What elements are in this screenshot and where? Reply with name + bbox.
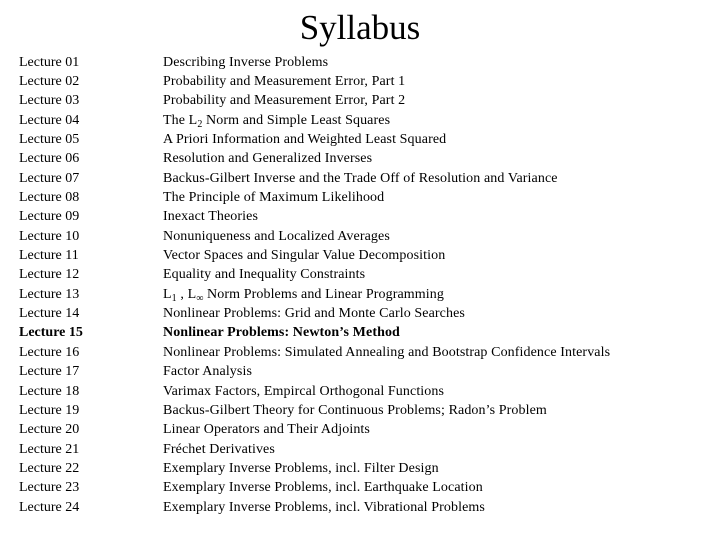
lecture-label: Lecture 06	[19, 151, 80, 167]
list-item	[19, 150, 709, 169]
lecture-label: Lecture 07	[19, 170, 80, 186]
list-item	[19, 304, 709, 323]
list-item	[19, 363, 709, 382]
lecture-topic: Resolution and Generalized Inverses	[163, 151, 373, 167]
list-item	[19, 92, 709, 111]
list-item	[19, 111, 709, 130]
lecture-topic: Nonlinear Problems: Simulated Annealing and Bootstrap Confidence Intervals	[163, 344, 611, 360]
lecture-topic: The $L_2$ Norm and Simple Least Squares	[163, 112, 391, 130]
lecture-label: Lecture 23	[19, 480, 80, 496]
lecture-topic: Probability and Measurement Error, Part 1	[163, 74, 406, 90]
lecture-topic: Describing Inverse Problems	[163, 54, 329, 70]
lecture-label: Lecture 21	[19, 441, 80, 457]
list-item	[19, 421, 709, 440]
lecture-topic: Vector Spaces and Singular Value Decomposition	[163, 248, 446, 264]
list-item	[19, 72, 709, 91]
lecture-label: Lecture 05	[19, 132, 80, 148]
lecture-label: Lecture 01	[19, 54, 80, 70]
lecture-label: Lecture 19	[19, 402, 80, 418]
lecture-topic: Fréchet Derivatives	[163, 441, 275, 457]
lecture-label: Lecture 16	[19, 344, 80, 360]
lecture-topic: $L_1$ , $L_\infty$ Norm Problems and Linear Programming	[163, 286, 444, 304]
lecture-topic: Exemplary Inverse Problems, incl. Filter Design	[163, 460, 439, 476]
lecture-topic: Factor Analysis	[163, 364, 252, 380]
lecture-topic: Backus-Gilbert Theory for Continuous Problems; Radon’s Problem	[163, 402, 547, 418]
lecture-topic: Varimax Factors, Empircal Orthogonal Functions	[163, 383, 445, 399]
list-item	[19, 188, 709, 207]
lecture-label: Lecture 02	[19, 74, 80, 90]
lecture-label: Lecture 12	[19, 267, 80, 283]
list-item	[19, 285, 709, 304]
list-item	[19, 401, 709, 420]
lecture-label: Lecture 15	[19, 325, 83, 341]
lecture-label: Lecture 13	[19, 286, 80, 302]
lecture-label: Lecture 11	[19, 248, 79, 264]
lecture-label: Lecture 22	[19, 460, 80, 476]
list-item	[19, 479, 709, 498]
list-item	[19, 498, 709, 517]
lecture-topic: Nonuniqueness and Localized Averages	[163, 228, 390, 244]
list-item	[19, 169, 709, 188]
list-item	[19, 246, 709, 265]
syllabus-list	[19, 53, 709, 517]
lecture-label: Lecture 09	[19, 209, 80, 225]
lecture-label: Lecture 08	[19, 190, 80, 206]
lecture-label: Lecture 10	[19, 228, 80, 244]
list-item	[19, 343, 709, 362]
list-item	[19, 382, 709, 401]
list-item	[19, 440, 709, 459]
list-item	[19, 53, 709, 72]
page-title: Syllabus	[299, 8, 421, 47]
lecture-topic: Equality and Inequality Constraints	[163, 267, 366, 283]
lecture-topic: Nonlinear Problems: Newton’s Method	[163, 325, 400, 341]
lecture-label: Lecture 03	[19, 93, 80, 109]
lecture-topic: The Principle of Maximum Likelihood	[163, 190, 385, 206]
lecture-label: Lecture 04	[19, 112, 80, 128]
list-item-highlighted	[19, 324, 709, 343]
lecture-topic: Exemplary Inverse Problems, incl. Earthquake Location	[163, 480, 483, 496]
lecture-topic: A Priori Information and Weighted Least Squared	[163, 132, 447, 148]
lecture-topic: Nonlinear Problems: Grid and Monte Carlo Searches	[163, 306, 465, 322]
lecture-label: Lecture 14	[19, 306, 80, 322]
lecture-topic: Exemplary Inverse Problems, incl. Vibrational Problems	[163, 499, 485, 515]
list-item	[19, 130, 709, 149]
lecture-topic: Backus-Gilbert Inverse and the Trade Off of Resolution and Variance	[163, 170, 558, 186]
list-item	[19, 208, 709, 227]
lecture-label: Lecture 18	[19, 383, 80, 399]
lecture-label: Lecture 24	[19, 499, 80, 515]
list-item	[19, 266, 709, 285]
lecture-topic: Linear Operators and Their Adjoints	[163, 422, 370, 438]
lecture-label: Lecture 17	[19, 364, 80, 380]
list-item	[19, 227, 709, 246]
lecture-topic: Inexact Theories	[163, 209, 259, 225]
lecture-label: Lecture 20	[19, 422, 80, 438]
lecture-topic: Probability and Measurement Error, Part 2	[163, 93, 406, 109]
list-item	[19, 459, 709, 478]
